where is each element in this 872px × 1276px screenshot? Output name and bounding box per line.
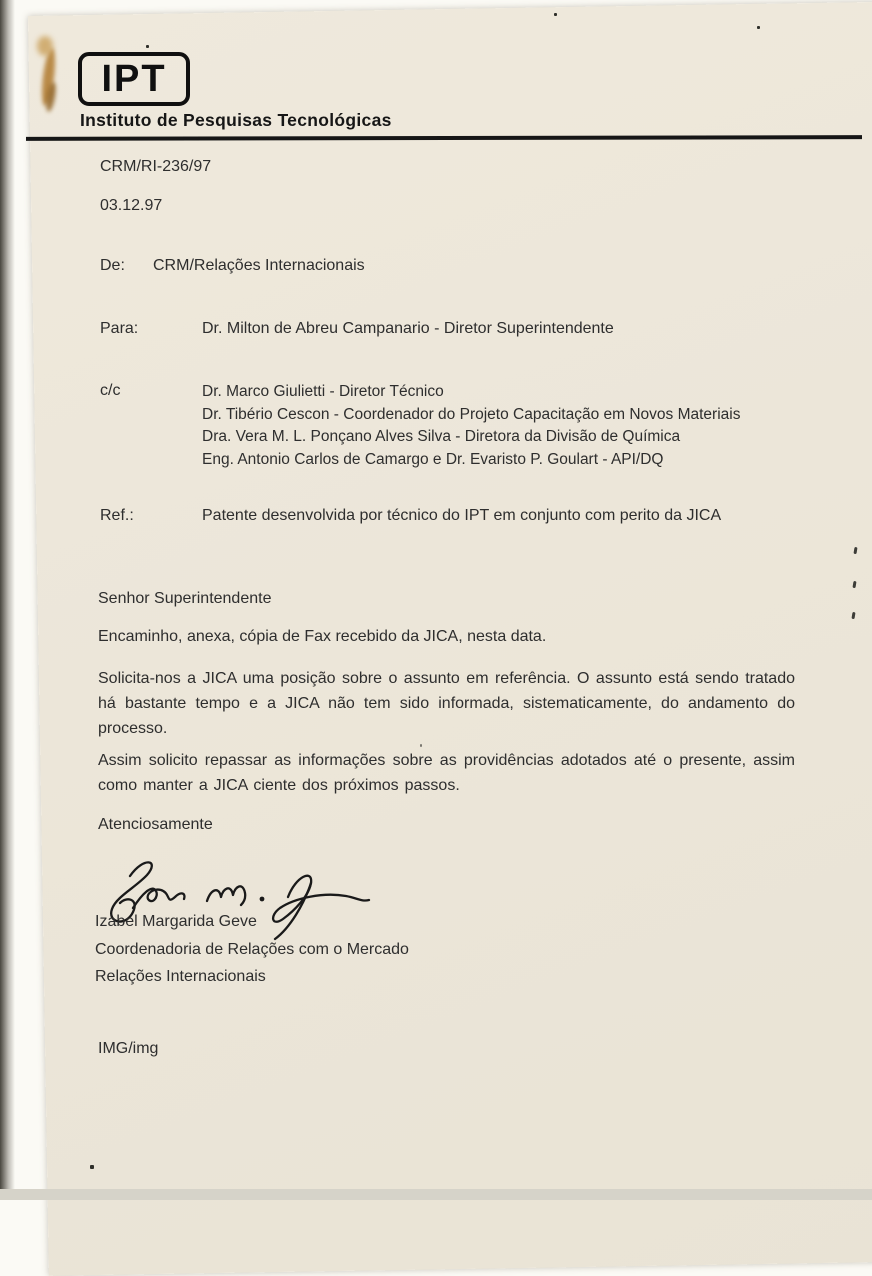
scan-speck — [146, 45, 149, 48]
cc-item: Dr. Tibério Cescon - Coordenador do Projeto Capacitação em Novos Materiais — [202, 405, 741, 423]
organization-name: Instituto de Pesquisas Tecnológicas — [80, 110, 392, 130]
body-paragraph-1: Encaminho, anexa, cópia de Fax recebido da JICA, nesta data. — [98, 628, 547, 645]
scan-speck — [420, 744, 422, 747]
body-paragraph-2: Solicita-nos a JICA uma posição sobre o assunto em referência. O assunto está sendo tratado há bastante tempo e a JICA não tem sido informada, sistematicamente, do andamento do processo. — [98, 670, 795, 737]
subject-value: Patente desenvolvida por técnico do IPT em conjunto com perito da JICA — [202, 507, 722, 524]
from-value: CRM/Relações Internacionais — [153, 257, 365, 274]
rust-staple-stain — [30, 34, 80, 120]
closing-word: Atenciosamente — [98, 816, 213, 833]
body-paragraph-3: Assim solicito repassar as informações sobre as providências adotados até o presente, assim como manter a JICA ciente dos próximos passos. — [98, 752, 795, 794]
typist-initials: IMG/img — [98, 1040, 159, 1057]
letterhead-divider — [26, 135, 862, 140]
document-reference-number: CRM/RI-236/97 — [100, 158, 212, 175]
to-value: Dr. Milton de Abreu Campanario - Diretor Superintendente — [202, 320, 614, 337]
scanner-edge-shadow — [0, 0, 15, 1200]
cc-list — [202, 381, 740, 471]
ipt-logo — [78, 52, 190, 106]
cc-item: Dra. Vera M. L. Ponçano Alves Silva - Diretora da Divisão de Química — [202, 428, 681, 445]
to-label: Para: — [100, 320, 139, 337]
document-date: 03.12.97 — [100, 197, 163, 214]
signature-block — [95, 908, 409, 991]
salutation: Senhor Superintendente — [98, 590, 272, 607]
cc-label: c/c — [100, 382, 121, 399]
scan-speck — [90, 1165, 94, 1169]
from-label: De: — [100, 257, 125, 274]
ipt-logo-text: IPT — [101, 58, 167, 100]
cc-item: Eng. Antonio Carlos de Camargo e Dr. Evaristo P. Goulart - API/DQ — [202, 450, 664, 468]
signatory-title-1: Coordenadoria de Relações com o Mercado — [95, 940, 409, 958]
subject-label: Ref.: — [100, 507, 134, 524]
signatory-name: Izabel Margarida Geve — [95, 913, 257, 930]
scan-speck — [554, 13, 557, 16]
cc-item: Dr. Marco Giulietti - Diretor Técnico — [202, 383, 444, 400]
signatory-title-2: Relações Internacionais — [95, 968, 266, 985]
scan-speck — [757, 26, 760, 29]
scanner-bottom-band — [0, 1189, 872, 1200]
